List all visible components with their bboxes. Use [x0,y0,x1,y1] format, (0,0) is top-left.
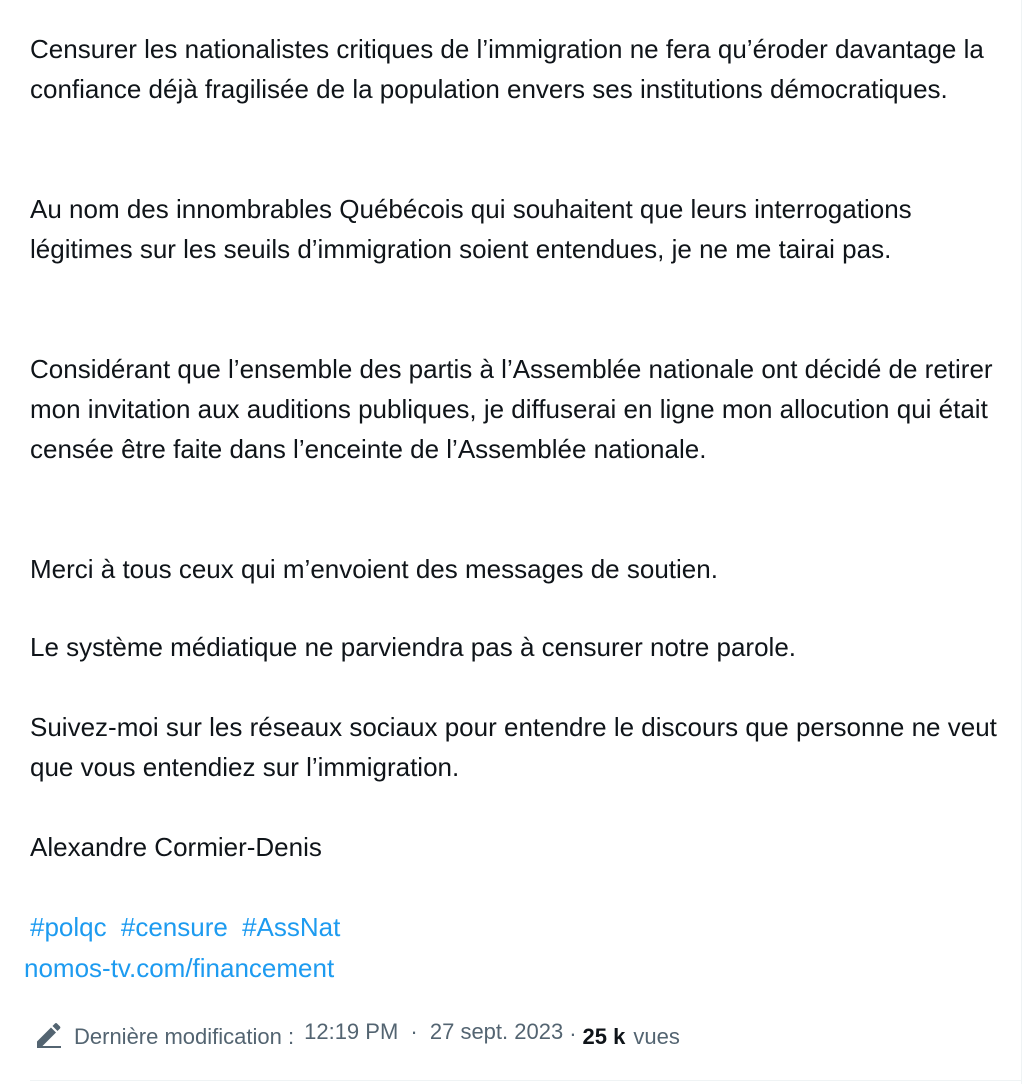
pencil-icon[interactable] [32,1021,64,1049]
views-count: 25 k [582,1024,626,1049]
hashtag-censure-link[interactable]: #censure [120,912,228,942]
tweet-date: 27 sept. 2023 [429,1019,564,1044]
date-views-separator: · [569,1021,577,1046]
tweet-metadata [32,1014,680,1054]
tweet-time: 12:19 PM [304,1019,399,1044]
hashtag-assnat-link[interactable]: #AssNat [242,912,341,942]
tweet-paragraph: Merci à tous ceux qui m’envoient des messages de soutien. [30,554,718,584]
financement-link[interactable]: nomos-tv.com/financement [24,953,335,983]
tweet-paragraph: Le système médiatique ne parviendra pas à censurer notre parole. [30,632,796,662]
time-date-separator: · [410,1019,418,1044]
pencil-icon-svg [34,1022,62,1048]
views-label: vues [633,1024,680,1049]
tweet-signature: Alexandre Cormier-Denis [30,832,322,862]
tweet-timestamp[interactable] [304,1019,563,1045]
tweet-paragraph: Suivez-moi sur les réseaux sociaux pour entendre le discours que personne ne veut que vous entendiez sur l’immigration. [30,712,1005,782]
tweet-paragraph: Au nom des innombrables Québécois qui souhaitent que leurs interrogations légitimes sur les seuils d’immigration soient entendues, je ne me tairai pas. [30,194,919,264]
tweet-paragraph: Considérant que l’ensemble des partis à l’Assemblée nationale ont décidé de retirer mon invitation aux auditions publiques, je diffuserai en ligne mon allocution qui était censée être faite dans l’enceinte de l’Assemblée nationale. [30,354,1000,464]
tweet-paragraph: Censurer les nationalistes critiques de l’immigration ne fera qu’éroder davantage la confiance déjà fragilisée de la population envers ses institutions démocratiques. [30,34,992,104]
divider [30,1080,1022,1081]
modified-label[interactable]: Dernière modification : [74,1024,295,1049]
hashtag-list [30,907,340,947]
hashtag-polqc-link[interactable]: #polqc [30,912,107,942]
